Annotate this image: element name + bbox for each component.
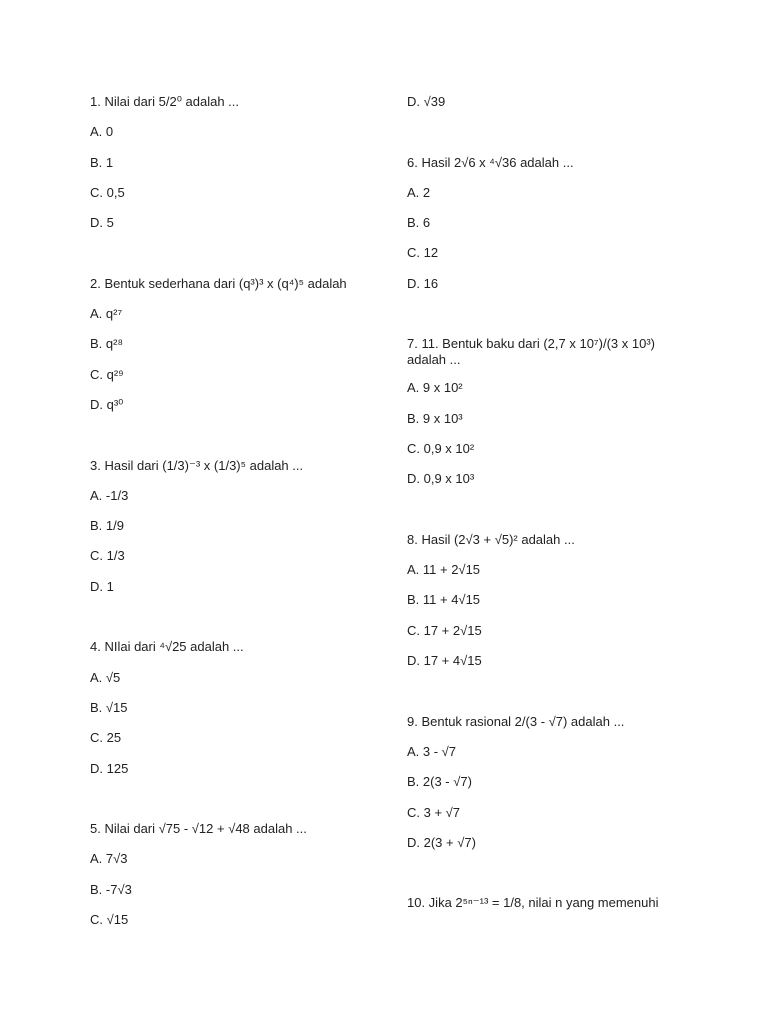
- question-text: 8. Hasil (2√3 + √5)² adalah ...: [407, 531, 575, 547]
- answer-option: A. -1/3: [90, 487, 129, 503]
- answer-option: A. 3 - √7: [407, 743, 457, 759]
- spacer: [407, 306, 697, 336]
- answer-option: D. 17 + 4√15: [407, 653, 482, 669]
- spacer: [90, 245, 380, 275]
- answer-option: C. 17 + 2√15: [407, 622, 482, 638]
- answer-option: C. 25: [90, 730, 122, 746]
- spacer: [407, 124, 697, 154]
- answer-option: A. 0: [90, 124, 114, 140]
- spacer: [407, 502, 697, 532]
- question-text: 6. Hasil 2√6 x ⁴√36 adalah ...: [407, 154, 574, 170]
- answer-option: B. 1: [90, 154, 114, 170]
- answer-option: B. 11 + 4√15: [407, 592, 481, 608]
- spacer: [90, 791, 380, 821]
- answer-option: D. q³⁰: [90, 396, 124, 412]
- answer-option: C. 3 + √7: [407, 804, 461, 820]
- answer-option: D. 5: [90, 215, 114, 231]
- right-column: [407, 94, 697, 926]
- answer-option: C. √15: [90, 912, 129, 928]
- answer-option: C. q²⁹: [90, 366, 124, 382]
- answer-option: D. 0,9 x 10³: [407, 471, 475, 487]
- answer-option: C. 0,9 x 10²: [407, 440, 475, 456]
- answer-option: A. q²⁷: [90, 306, 123, 322]
- answer-option: C. 0,5: [90, 184, 125, 200]
- spacer: [407, 683, 697, 713]
- answer-option: D. 1: [90, 578, 114, 594]
- answer-option: D. √39: [407, 94, 446, 109]
- question-text: 7. 11. Bentuk baku dari (2,7 x 10⁷)/(3 x 10³) adalah ...: [407, 336, 655, 368]
- answer-option: B. √15: [90, 699, 128, 715]
- question-text: 2. Bentuk sederhana dari (q³)³ x (q⁴)⁵ adalah: [90, 275, 347, 291]
- spacer: [90, 427, 380, 457]
- answer-option: A. 2: [407, 184, 431, 200]
- answer-option: B. 9 x 10³: [407, 410, 463, 426]
- answer-option: A. 11 + 2√15: [407, 562, 481, 578]
- question-text: 9. Bentuk rasional 2/(3 - √7) adalah ...: [407, 713, 625, 729]
- left-column: [90, 94, 380, 942]
- answer-option: D. 16: [407, 275, 439, 291]
- spacer: [90, 609, 380, 639]
- answer-option: B. q²⁸: [90, 336, 123, 352]
- spacer: [407, 865, 697, 895]
- answer-option: A. √5: [90, 669, 121, 685]
- question-text: 4. NIlai dari ⁴√25 adalah ...: [90, 639, 244, 655]
- question-text: 10. Jika 2⁵ⁿ⁻¹³ = 1/8, nilai n yang memenuhi: [407, 895, 659, 911]
- answer-option: B. 1/9: [90, 518, 124, 534]
- answer-option: D. 125: [90, 760, 129, 776]
- question-text: 3. Hasil dari (1/3)⁻³ x (1/3)⁵ adalah ...: [90, 457, 304, 473]
- question-text: 1. Nilai dari 5/2⁰ adalah ...: [90, 94, 240, 109]
- answer-option: B. 2(3 - √7): [407, 774, 472, 790]
- answer-option: B. 6: [407, 215, 431, 231]
- question-text: 5. Nilai dari √75 - √12 + √48 adalah ...: [90, 821, 307, 837]
- answer-option: B. -7√3: [90, 881, 132, 897]
- answer-option: D. 2(3 + √7): [407, 834, 476, 850]
- answer-option: A. 9 x 10²: [407, 380, 463, 396]
- answer-option: A. 7√3: [90, 851, 128, 867]
- answer-option: C. 1/3: [90, 548, 125, 564]
- answer-option: C. 12: [407, 245, 439, 261]
